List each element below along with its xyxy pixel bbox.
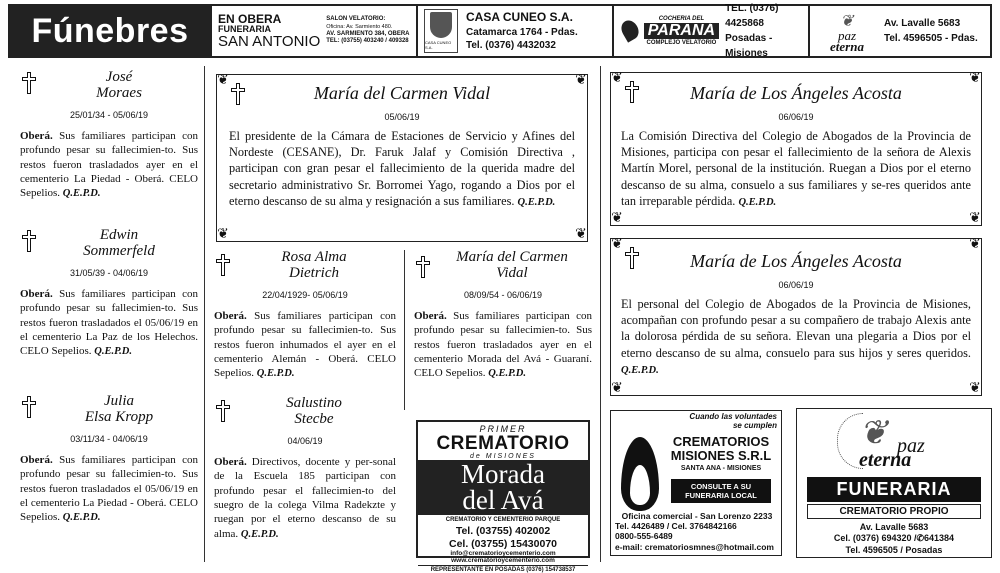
ad-line: CONSULTE A SU FUNERARIA LOCAL (671, 479, 771, 503)
notice-body (20, 453, 198, 525)
ad-phone: Tel. 4596505 / Posadas (845, 544, 943, 555)
bird-logo-icon (620, 16, 638, 46)
notice-text: El presidente de la Cámara de Estaciones de Servicio y Afines del Nordeste (CESANE), Dr. Faruk Jalaf y Comisión Directiva , participan con gran pesar el fallecimiento de la querida madre del secretario administrativo Sr. Borromei Yago, rogando a Dios por el eterno descanso de su alma y resignación a sus familiares. (229, 129, 575, 208)
corner-ornament-icon: ❦ (969, 71, 981, 86)
cross-icon (625, 81, 639, 103)
ad-line: PRIMER (479, 424, 527, 434)
cross-icon (625, 247, 639, 269)
flame-icon (617, 429, 663, 515)
ad-line: SANTA ANA - MISIONES (680, 465, 762, 472)
notice-text: Sus familiares participan con profundo pesar su fallecimien-to. Sus restos fueron trasladados ayer en el cementerio La Piedad - Oberá. CELO Sepelios. (20, 130, 198, 200)
ad-morada-del-ava[interactable] (416, 420, 590, 573)
obituary-notice (20, 228, 198, 394)
ad-phone: Tel. 4426489 / Cel. 3764842166 (615, 521, 737, 532)
ad-brand: Morada del Avá (418, 460, 588, 515)
corner-ornament-icon: ❦ (969, 237, 981, 252)
ad-tagline: Cuando las voluntades se cumplen (689, 412, 777, 430)
ad-info: TEL: (03755) 403240 / 409328 (326, 38, 409, 45)
deceased-name: Edwin Sommerfeld (83, 227, 155, 259)
notice-lead: Oberá. (20, 288, 53, 301)
bordered-notice-acosta-1 (610, 72, 982, 226)
deceased-name: Rosa Alma Dietrich (281, 249, 347, 281)
ad-brand: FUNERARIA (807, 477, 981, 502)
corner-ornament-icon: ❦ (575, 227, 587, 242)
notice-lead: Oberá. (20, 130, 53, 143)
deceased-name: María del Carmen Vidal (456, 249, 568, 281)
notice-dates: 04/06/19 (287, 435, 323, 446)
notice-body (414, 309, 592, 381)
ad-email: info@crematorioycementerio.com (450, 550, 556, 558)
deceased-name: José Moraes (96, 69, 142, 101)
paz-eterna-logo (797, 409, 991, 475)
ad-paz-eterna[interactable] (808, 6, 990, 56)
notice-dates: 08/09/54 - 06/06/19 (463, 289, 543, 300)
middle-right-column (414, 250, 592, 410)
notice-text: Directivos, docente y per-sonal de la Escuela 185 participan con profundo pesar el fallecimien-to del suegro de la colega Vilma Radekzte y ruegan por el eterno descanso de su alma. (214, 456, 396, 540)
dove-icon: ❦ (840, 13, 854, 31)
ad-line: COMPLEJO VELATORIO (646, 40, 717, 46)
header-bar (8, 4, 992, 58)
column-divider (600, 66, 601, 562)
corner-ornament-icon: ❦ (611, 211, 623, 226)
cross-icon (216, 254, 230, 276)
corner-ornament-icon: ❦ (611, 237, 623, 252)
cross-icon (231, 83, 245, 105)
notice-dates: 22/04/1929- 05/06/19 (262, 289, 348, 300)
ad-phone: Cel. (0376) 694320 /✆641384 (833, 533, 955, 544)
corner-ornament-icon: ❦ (611, 381, 623, 396)
ad-info: AV. SARMIENTO 384, OBERA (326, 30, 410, 37)
qepd: Q.E.P.D. (240, 528, 279, 540)
logo-word: paz (837, 27, 857, 43)
corner-ornament-icon: ❦ (969, 211, 981, 226)
deceased-name: María del Carmen Vidal (313, 83, 491, 103)
notice-text: Sus familiares participan con profundo pesar su fallecimien-to. Sus restos fueron trasladados ayer en el cementerio Morada del Avá - Guaraní. CELO Sepelios. (414, 310, 592, 380)
notice-body (229, 128, 575, 210)
ad-email: e-mail: crematoriosmnes@hotmail.com (615, 541, 774, 552)
logo-word: eterna (830, 39, 864, 55)
ad-line: Av. Lavalle 5683 (859, 522, 929, 532)
ad-line: COCHERIA DEL (658, 16, 705, 22)
notice-dates: 31/05/39 - 04/06/19 (69, 267, 149, 278)
notice-dates: 05/06/19 (384, 112, 420, 122)
qepd: Q.E.P.D. (256, 368, 295, 380)
notice-dates: 06/06/19 (778, 280, 814, 290)
crest-text: CASA CUNEO S.A. (425, 40, 452, 50)
cross-icon (22, 72, 36, 94)
corner-ornament-icon: ❦ (575, 73, 587, 88)
notice-text: Sus familiares participan con profundo pesar su fallecimien-to. Sus restos fueron trasladados el 05/06/19 en el cementerio La Piedad - Oberá. CELO Sepelios. (20, 454, 198, 524)
obituary-notice (20, 394, 198, 554)
ad-line: Tel. 4596505 - Pdas. (884, 33, 978, 44)
ad-cocheria-parana[interactable] (612, 3, 808, 59)
obituary-notice (414, 250, 592, 410)
notice-body (621, 128, 971, 210)
qepd: Q.E.P.D. (738, 196, 777, 208)
qepd: Q.E.P.D. (517, 196, 556, 208)
middle-column (214, 250, 396, 556)
deceased-name: María de Los Ángeles Acosta (690, 251, 902, 271)
cross-icon (22, 396, 36, 418)
ad-line: Av. Lavalle 5683 (884, 18, 961, 29)
crest-icon (424, 9, 458, 53)
ad-phone: 0800-555-6489 (615, 531, 673, 542)
ad-line: PARANÁ (644, 23, 719, 39)
logo-word: eterna (859, 449, 912, 471)
logo-word: paz (897, 435, 925, 457)
notice-lead: Oberá. (414, 310, 447, 323)
cross-icon (416, 256, 430, 278)
notice-body (20, 129, 198, 201)
notice-dates: 03/11/34 - 04/06/19 (70, 433, 148, 444)
left-column (20, 70, 198, 554)
ad-line: FUNERARIA (218, 24, 271, 34)
ad-line: TEL. (0376) 4425868 (725, 3, 779, 29)
ad-line: CREMATORIO Y CEMENTERIO PARQUE (445, 517, 561, 524)
ad-phone: Cel. (03755) 15430070 (449, 537, 557, 550)
section-title: Fúnebres (10, 6, 210, 56)
ad-line: EN OBERA (218, 12, 282, 26)
corner-ornament-icon: ❦ (611, 71, 623, 86)
bordered-notice-acosta-2 (610, 238, 982, 396)
ad-casa-cuneo[interactable] (416, 6, 612, 56)
notice-lead: Oberá. (214, 310, 247, 323)
notice-lead: Oberá. (20, 454, 53, 467)
notice-body (214, 309, 396, 381)
notice-body (214, 455, 396, 541)
ad-line: Catamarca 1764 - Pdas. (466, 26, 578, 38)
ad-web: www.crematorioycementerio.com (451, 557, 555, 565)
corner-ornament-icon: ❦ (969, 381, 981, 396)
ad-line: Tel. (0376) 4432032 (466, 40, 556, 52)
qepd: Q.E.P.D. (94, 346, 132, 358)
ad-line: SAN ANTONIO (218, 33, 321, 50)
ad-line: REPRESENTANTE EN POSADAS (0376) 154738537 (418, 565, 588, 573)
notice-text: El personal del Colegio de Abogados de la Provincia de Misiones, acompañan con profundo pesar a su compañero de trabajo Alexis ante la dolorosa pérdida de su señora. Elevan una plegaria a Dios por el eterno descanso de su alma, consuelo para sus hijos y seres queridos. (621, 297, 971, 360)
ad-line: CREMATORIO PROPIO (807, 504, 981, 519)
ad-info: Oficina: Av. Sarmiento 480. (326, 23, 393, 30)
ad-funeraria-san-antonio[interactable] (210, 6, 416, 56)
paz-eterna-logo (816, 9, 878, 53)
column-divider (404, 250, 405, 410)
obituary-notice (214, 396, 396, 556)
notice-lead: Oberá. (214, 456, 247, 469)
deceased-name: María de Los Ángeles Acosta (690, 83, 902, 103)
ad-paz-eterna-funeraria[interactable] (796, 408, 992, 558)
ad-line: CREMATORIO (436, 433, 570, 454)
notice-dates: 25/01/34 - 05/06/19 (69, 109, 149, 120)
qepd: Q.E.P.D. (62, 188, 101, 200)
ad-line: de MISIONES (470, 453, 536, 460)
corner-ornament-icon: ❦ (217, 227, 229, 242)
notice-text: Sus familiares participan con profundo pesar su fallecimien-to. Sus restos fueron inhumados el ayer en el cementerio Alemán - Oberá. CELO Sepelios. (214, 310, 396, 380)
notice-body (621, 296, 971, 378)
ad-crematorios-misiones[interactable] (610, 410, 782, 556)
notice-text: La Comisión Directiva del Colegio de Abogados de la Provincia de Misiones, participa con pesar el fallecimiento de la señora de Alexis Martín Morel, personal de la institución. Ruegan a Dios por el eterno descanso de su alma, consuelo a sus familiares y se-res queridos ante tan irreparable pérdida. (621, 129, 971, 208)
ad-line: CASA CUNEO S.A. (466, 10, 573, 25)
notice-dates: 06/06/19 (778, 112, 814, 122)
corner-ornament-icon: ❦ (217, 73, 229, 88)
cross-icon (216, 400, 230, 422)
qepd: Q.E.P.D. (621, 364, 659, 376)
notice-text: Sus familiares participan con profundo pesar su fallecimien-to. Sus restos fueron trasladados el 05/06/19 en el cementerio La Paz de los Helechos. CELO Sepelios. (20, 288, 198, 358)
cross-icon (22, 230, 36, 252)
ad-brand: CREMATORIOS MISIONES S.R.L (670, 434, 772, 463)
dove-icon: ❦ (859, 415, 888, 452)
bordered-notice-vidal (216, 74, 588, 242)
ad-line: Posadas - Misiones (725, 33, 773, 59)
column-divider (204, 66, 205, 562)
deceased-name: Julia Elsa Kropp (84, 393, 154, 425)
deceased-name: Salustino Stecbe (286, 395, 342, 427)
ad-line: Oficina comercial - San Lorenzo 2233 (621, 511, 773, 521)
obituary-notice (20, 70, 198, 220)
obituary-notice (214, 250, 396, 396)
qepd: Q.E.P.D. (488, 368, 526, 380)
ad-phone: Tel. (03755) 402002 (455, 525, 551, 538)
ad-info: SALON VELATORIO: (326, 15, 386, 22)
qepd: Q.E.P.D. (62, 512, 101, 524)
notice-body (20, 287, 198, 359)
